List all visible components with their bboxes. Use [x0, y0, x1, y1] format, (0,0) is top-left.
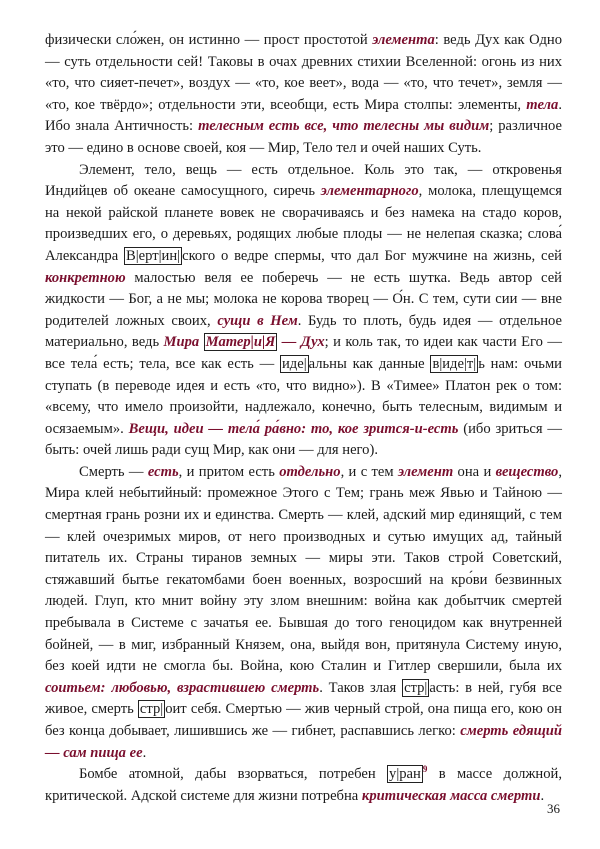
emphasis: смерть едящий — сам пища ее	[45, 723, 562, 761]
emphasis: критическая масса смерти	[361, 787, 541, 804]
boxed-syllables: Матер|и|Я	[205, 334, 276, 351]
emphasis: отдельно	[279, 463, 341, 480]
text-run: физически сло́жен, он истинно — прост простотой	[45, 32, 373, 48]
paragraph-2	[45, 160, 562, 462]
emphasis: Мира	[163, 334, 204, 351]
footnote-marker[interactable]: 9	[422, 764, 428, 775]
text-run: Бомбе атомной, дабы взорваться, потребен	[79, 766, 388, 783]
paragraph-3	[45, 462, 562, 764]
text-run: малостью веля ее поберечь — не есть шутка. Ведь автор сей жидкости — Бог, а не мы; молока не корова творец — О́н. С тем, сути сии — вне родителей ложных своих,	[45, 269, 562, 329]
boxed-syllables: В|ерт|ин|	[126, 247, 181, 264]
text-run: , молока, плещущемся на некой райской планете вовек не сворачиваясь и без намека на стадо коров, произведших его, о деревьях, родящих любые плоды — не нелепая сказка; слова́ Александра	[45, 183, 562, 264]
text-run: ь нам: очьми ступать (в переводе идея и есть «то, что видно»). В «Тимее» Платон рек о том: «всему, что имело произойти, надлежало, конечно, быть телесным, видимым и осязаемым».	[45, 355, 562, 437]
text-run: альны как данные	[308, 355, 431, 372]
text-run: ского о ведре спермы, что дал Бог мужчине на жизнь, сей	[182, 247, 562, 264]
emphasis: тела	[526, 96, 559, 113]
boxed-syllables: иде|	[281, 355, 307, 372]
boxed-syllables: у|ран	[389, 766, 421, 783]
text-run: , и с тем	[340, 463, 398, 480]
emphasis: конкретною	[45, 269, 126, 286]
text-run: .	[142, 744, 147, 761]
emphasis: элемент	[397, 463, 454, 480]
boxed-syllables: в|иде|т|	[432, 355, 477, 372]
text-run: оит себя. Смертью — жив черный строй, она пища его, кою он без конца добывает, лишившись же — гибнет, распавшись легко:	[45, 701, 562, 739]
text-run: . Таков злая	[319, 679, 403, 696]
boxed-syllables: стр|	[404, 679, 428, 696]
emphasis: Вещи, идеи — тела́ ра́вно: то, кое зрится-и-есть	[128, 420, 459, 437]
emphasis: телесным есть все, что телесны мы видим	[198, 118, 490, 135]
emphasis: сущи в Нем	[217, 312, 298, 329]
emphasis: есть	[147, 463, 179, 480]
page-number: 36	[547, 801, 560, 816]
emphasis: соитьем: любовью, взрастившею смерть	[45, 679, 320, 696]
text-run: асть: в ней, губя все живое, смерть	[45, 679, 563, 718]
text-run: ; и коль так, то идеи как части Его — все тела́ есть; тела, все как есть —	[45, 334, 562, 372]
text-run: : ведь Дух как Одно — суть отдельности сей! Таковы в очах древних стихии Вселенной: огонь из них «то, что сияет-печет», воздух — «то, кое веет», вода — «то, что течет», земля — «то, кое твёрдо»; отдельности эти, всеобщи, есть Мира столпы: элементы,	[45, 32, 563, 113]
emphasis: — Дух	[277, 334, 325, 351]
text-run: , Мира клей небытийный: промежное Этого с Тем; грань меж Явью и Тайною — смертная грань розни их и единства. Смерть — клей, адский мир единящий, с тем — клей очезримых миров, от него производных и сутью имущих ад, тайный питатель их. Страны тиранов земных — миры эти. Таков строй Советский, стяжавший бытье гекатомбами боен военных, возросший на кро́ви безвинных людей. Глуп, кто мнит войну эту злом внешним: война как добытчик смертей пребывала в Системе с зачатья ее. Бывшая до того геноцидом как внутренней бойней, — в миг, избранный Князем, она, выйдя вон, притянула Систему иную, без коей идти не смогла бы. Война, кою Сталин и Гитлер свершили, была их	[45, 463, 562, 675]
boxed-syllables: стр|	[139, 701, 164, 718]
text-run: . Будь то плоть, будь идея — отдельное материально, ведь	[45, 312, 562, 351]
emphasis: элементарного	[320, 183, 419, 200]
text-run: (ибо зриться — быть: очей лишь ради сущ Мир, как они — для него).	[45, 420, 562, 459]
text-run: Элемент, тело, вещь — есть отдельное. Коль это так, — откровенья Индийцев об океане самосущного, сиречь	[45, 161, 562, 200]
emphasis: вещество	[495, 463, 559, 480]
paragraph-4	[45, 764, 562, 807]
text-run: она и	[453, 463, 496, 480]
text-run: , и притом есть	[178, 463, 280, 480]
document-page	[45, 30, 562, 807]
text-run: ; различное это — едино в основе своей, коя — Мир, Тело тел и очей наших Суть.	[45, 118, 562, 156]
text-run: . Ибо знала Античность:	[45, 96, 562, 135]
text-run: Смерть —	[79, 463, 148, 480]
text-run: в массе должной, критической. Адской системе для жизни потребна	[45, 766, 562, 804]
paragraph-1	[45, 30, 562, 160]
text-run: .	[540, 787, 545, 804]
emphasis: элемента	[372, 32, 435, 48]
